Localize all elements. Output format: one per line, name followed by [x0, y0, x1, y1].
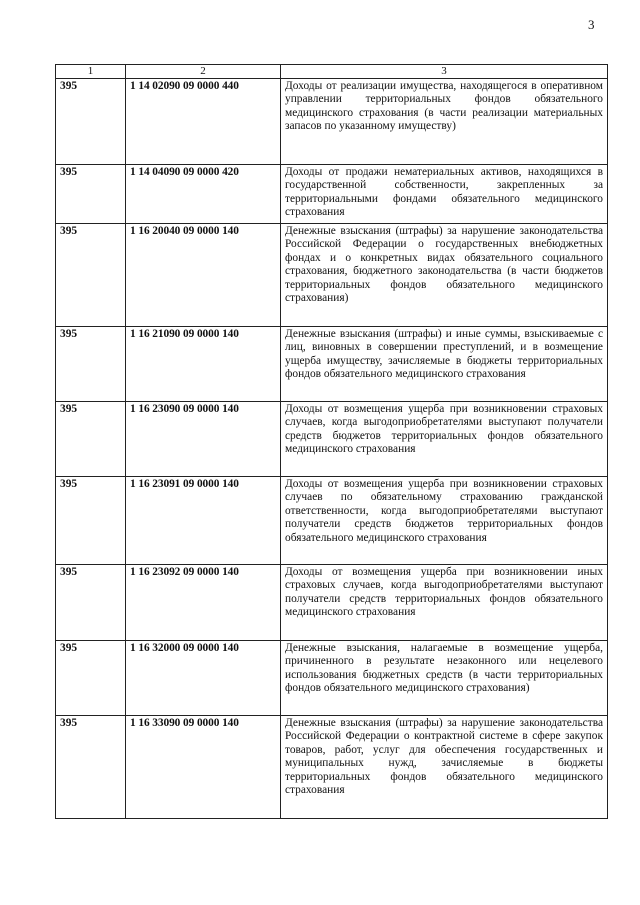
- budget-code-cell: 1 16 23092 09 0000 140: [126, 565, 281, 641]
- header-col-1: 1: [56, 65, 126, 79]
- description-cell: Денежные взыскания (штрафы) и иные суммы, взыскиваемые с лиц, виновных в совершении преступлений, и в возмещение ущерба имуществу, зачисляемые в бюджеты территориальных фондов обязательного медицинского страхования: [281, 327, 608, 402]
- budget-code-cell: 1 14 04090 09 0000 420: [126, 165, 281, 224]
- admin-code-cell: 395: [56, 224, 126, 327]
- budget-code-cell: 1 16 21090 09 0000 140: [126, 327, 281, 402]
- table-row: [56, 165, 608, 224]
- table-header-row: [56, 65, 608, 79]
- table-row: [56, 402, 608, 477]
- budget-code-cell: 1 16 20040 09 0000 140: [126, 224, 281, 327]
- revenue-codes-table: [55, 64, 608, 819]
- table-row: [56, 477, 608, 565]
- table-body: [56, 79, 608, 819]
- admin-code-cell: 395: [56, 641, 126, 716]
- budget-code-cell: 1 16 23091 09 0000 140: [126, 477, 281, 565]
- admin-code-cell: 395: [56, 402, 126, 477]
- admin-code-cell: 395: [56, 716, 126, 819]
- description-cell: Денежные взыскания (штрафы) за нарушение законодательства Российской Федерации о контрактной системе в сфере закупок товаров, работ, услуг для обеспечения государственных и муниципальных нужд, зачисляемые в бюджеты территориальных фондов обязательного медицинского страхования: [281, 716, 608, 819]
- page-number: 3: [588, 17, 595, 32]
- description-cell: Доходы от возмещения ущерба при возникновении иных страховых случаев, когда выгодоприобретателями выступают получатели средств территориальных фондов обязательного медицинского страхования: [281, 565, 608, 641]
- budget-code-cell: 1 14 02090 09 0000 440: [126, 79, 281, 165]
- header-col-2: 2: [126, 65, 281, 79]
- budget-code-cell: 1 16 23090 09 0000 140: [126, 402, 281, 477]
- budget-code-cell: 1 16 32000 09 0000 140: [126, 641, 281, 716]
- header-col-3: 3: [281, 65, 608, 79]
- description-cell: Денежные взыскания (штрафы) за нарушение законодательства Российской Федерации о государственных внебюджетных фондах и о конкретных видах обязательного социального страхования, бюджетного законодательства (в части бюджетов территориальных фондов обязательного медицинского страхования): [281, 224, 608, 327]
- admin-code-cell: 395: [56, 165, 126, 224]
- table-row: [56, 716, 608, 819]
- table-row: [56, 79, 608, 165]
- description-cell: Доходы от возмещения ущерба при возникновении страховых случаев, когда выгодоприобретателями выступают получатели средств бюджетов территориальных фондов обязательного медицинского страхования: [281, 402, 608, 477]
- admin-code-cell: 395: [56, 327, 126, 402]
- table-row: [56, 224, 608, 327]
- admin-code-cell: 395: [56, 79, 126, 165]
- budget-code-cell: 1 16 33090 09 0000 140: [126, 716, 281, 819]
- admin-code-cell: 395: [56, 477, 126, 565]
- table-row: [56, 327, 608, 402]
- admin-code-cell: 395: [56, 565, 126, 641]
- description-cell: Доходы от возмещения ущерба при возникновении страховых случаев по обязательному страхованию гражданской ответственности, когда выгодоприобретателями выступают получатели средств бюджетов территориальных фондов обязательного медицинского страхования: [281, 477, 608, 565]
- description-cell: Денежные взыскания, налагаемые в возмещение ущерба, причиненного в результате незаконного или нецелевого использования бюджетных средств (в части территориальных фондов обязательного медицинского страхования): [281, 641, 608, 716]
- table-row: [56, 641, 608, 716]
- table-header: [56, 65, 608, 79]
- description-cell: Доходы от продажи нематериальных активов, находящихся в государственной собственности, закрепленных за территориальными фондами обязательного медицинского страхования: [281, 165, 608, 224]
- table-row: [56, 565, 608, 641]
- description-cell: Доходы от реализации имущества, находящегося в оперативном управлении территориальных фондов обязательного медицинского страхования (в части реализации материальных запасов по указанному имуществу): [281, 79, 608, 165]
